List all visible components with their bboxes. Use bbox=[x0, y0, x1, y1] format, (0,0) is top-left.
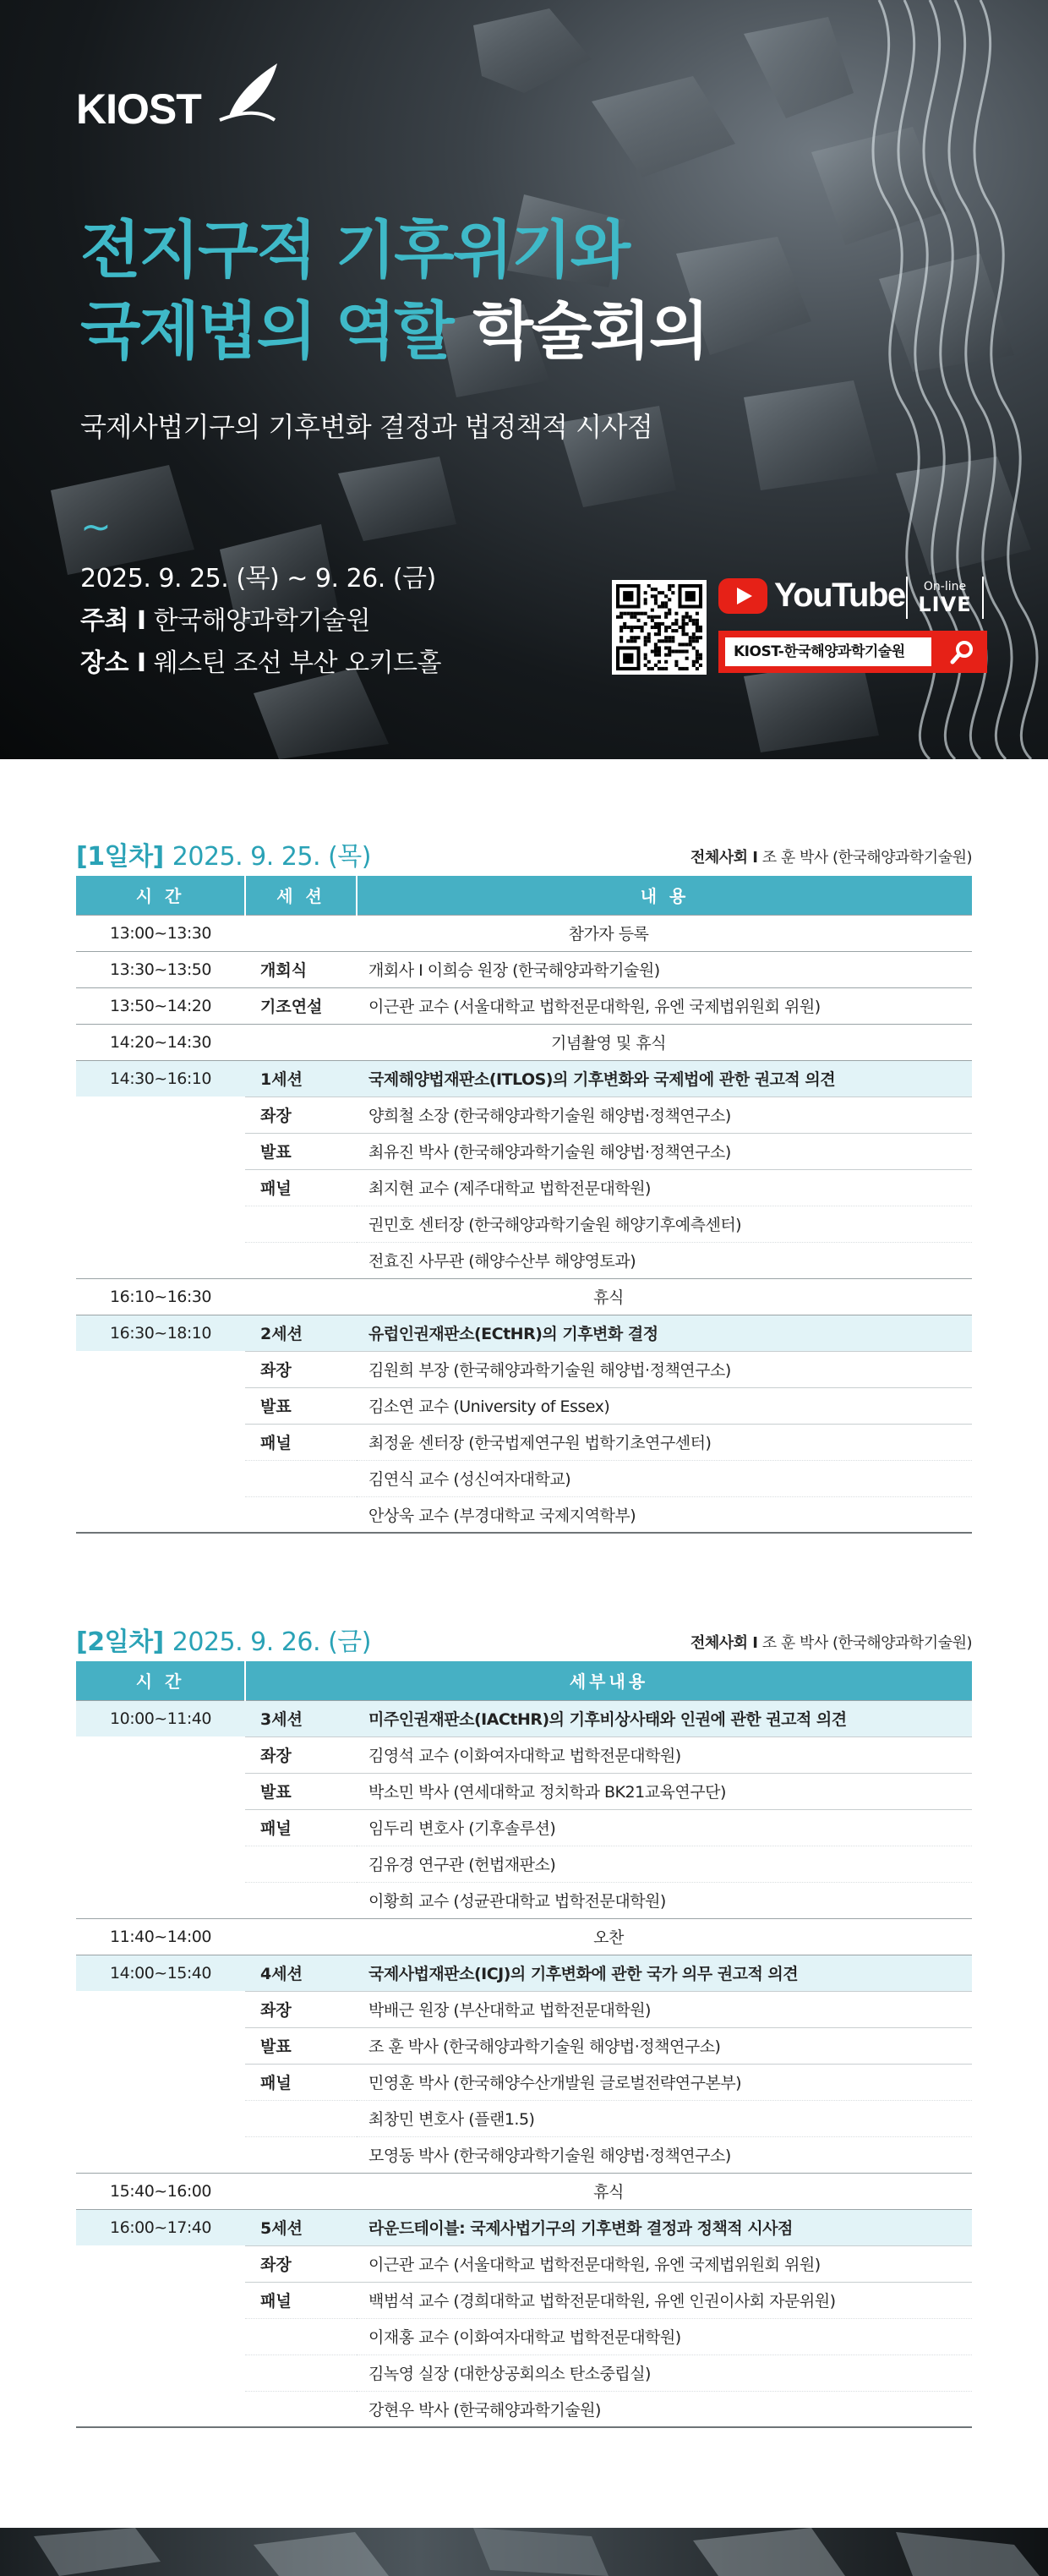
day1-schedule-table bbox=[76, 876, 972, 1534]
table-row bbox=[76, 1736, 972, 1773]
day1-section bbox=[76, 837, 972, 1534]
time-cell: 16:00~17:40 bbox=[76, 2209, 245, 2245]
host-label: 주최 I bbox=[80, 606, 146, 636]
session-label: 좌장 bbox=[260, 2256, 292, 2274]
day2-schedule-table bbox=[76, 1661, 972, 2428]
time-cell bbox=[76, 1097, 245, 1133]
table-row bbox=[76, 1460, 972, 1496]
content-cell: 김원희 부장 (한국해양과학기술원 해양법·정책연구소) bbox=[357, 1351, 972, 1387]
session-cell bbox=[245, 2064, 357, 2100]
day1-label: [1일차] bbox=[76, 842, 164, 872]
time-cell: 14:00~15:40 bbox=[76, 1955, 245, 1991]
time-cell bbox=[76, 1736, 245, 1773]
table-row bbox=[76, 2100, 972, 2136]
header-details: 세부내용 bbox=[245, 1661, 972, 1700]
time-cell bbox=[76, 2318, 245, 2354]
table-row bbox=[76, 2354, 972, 2391]
session-label: 좌장 bbox=[260, 2001, 292, 2020]
session-cell bbox=[245, 1460, 357, 1496]
table-header-row bbox=[76, 876, 972, 915]
content-cell: 박배근 원장 (부산대학교 법학전문대학원) bbox=[357, 1991, 972, 2027]
search-icon[interactable] bbox=[950, 639, 975, 665]
time-cell: 14:30~16:10 bbox=[76, 1060, 245, 1097]
table-row bbox=[76, 1024, 972, 1060]
table-row bbox=[76, 1882, 972, 1918]
moderator-label: 전체사회 I bbox=[690, 849, 758, 867]
table-row bbox=[76, 2209, 972, 2245]
time-cell bbox=[76, 2354, 245, 2391]
session-cell bbox=[245, 1496, 357, 1533]
day2-table-body bbox=[76, 1700, 972, 2427]
header-content: 내 용 bbox=[357, 876, 972, 915]
session-label: 좌장 bbox=[260, 1361, 292, 1380]
session-cell bbox=[245, 1846, 357, 1882]
table-row bbox=[76, 1918, 972, 1955]
session-cell bbox=[245, 1169, 357, 1206]
content-cell: 최지현 교수 (제주대학교 법학전문대학원) bbox=[357, 1169, 972, 1206]
content-cell: 국제해양법재판소(ITLOS)의 기후변화와 국제법에 관한 권고적 의견 bbox=[357, 1060, 972, 1097]
session-cell bbox=[245, 1315, 357, 1351]
content-cell: 임두리 변호사 (기후솔루션) bbox=[357, 1809, 972, 1846]
content-cell: 최정윤 센터장 (한국법제연구원 법학기초연구센터) bbox=[357, 1424, 972, 1460]
table-row bbox=[76, 1700, 972, 1736]
session-cell bbox=[245, 1387, 357, 1424]
content-cell: 국제사법재판소(ICJ)의 기후변화에 관한 국가 의무 권고적 의견 bbox=[357, 1955, 972, 1991]
online-live-badge bbox=[906, 577, 984, 619]
table-row bbox=[76, 2027, 972, 2064]
table-row bbox=[76, 1809, 972, 1846]
event-venue bbox=[80, 643, 441, 685]
youtube-live-block bbox=[718, 577, 989, 678]
content-cell: 박소민 박사 (연세대학교 정치학과 BK21교육연구단) bbox=[357, 1773, 972, 1809]
content-cell: 조 훈 박사 (한국해양과학기술원 해양법·정책연구소) bbox=[357, 2027, 972, 2064]
time-cell: 16:10~16:30 bbox=[76, 1278, 245, 1315]
content-cell: 이근관 교수 (서울대학교 법학전문대학원, 유엔 국제법위원회 위원) bbox=[357, 2245, 972, 2282]
session-cell bbox=[245, 2209, 357, 2245]
time-cell bbox=[76, 1169, 245, 1206]
moderator-value: 조 훈 박사 (한국해양과학기술원) bbox=[761, 1634, 972, 1652]
time-cell bbox=[76, 1846, 245, 1882]
time-cell bbox=[76, 1206, 245, 1242]
table-row bbox=[76, 1496, 972, 1533]
content-cell: 김녹영 실장 (대한상공회의소 탄소중립실) bbox=[357, 2354, 972, 2391]
session-cell bbox=[245, 987, 357, 1024]
venue-value: 웨스틴 조선 부산 오키드홀 bbox=[153, 648, 442, 678]
table-row bbox=[76, 1169, 972, 1206]
table-row bbox=[76, 987, 972, 1024]
table-row bbox=[76, 1097, 972, 1133]
session-cell bbox=[245, 1882, 357, 1918]
day1-header bbox=[76, 837, 972, 876]
session-cell bbox=[245, 951, 357, 987]
day1-moderator bbox=[690, 845, 972, 867]
page-title bbox=[80, 210, 707, 372]
table-row bbox=[76, 1991, 972, 2027]
logo-text: KIOST bbox=[76, 85, 201, 133]
session-cell bbox=[245, 1097, 357, 1133]
time-cell: 16:30~18:10 bbox=[76, 1315, 245, 1351]
leaf-icon bbox=[211, 59, 279, 127]
youtube-wordmark: YouTube bbox=[774, 577, 905, 614]
day2-date: 2025. 9. 26. (금) bbox=[172, 1627, 371, 1657]
live-bottom: LIVE bbox=[918, 593, 972, 616]
time-cell bbox=[76, 1496, 245, 1533]
search-text: KIOST-한국해양과학기술원 bbox=[725, 637, 931, 666]
session-label: 좌장 bbox=[260, 1747, 292, 1765]
footer-texture bbox=[0, 2528, 1048, 2576]
time-cell bbox=[76, 1424, 245, 1460]
qr-code-icon bbox=[616, 584, 702, 670]
session-cell bbox=[245, 2136, 357, 2173]
day2-section bbox=[76, 1622, 972, 2428]
table-row bbox=[76, 2064, 972, 2100]
table-row bbox=[76, 1773, 972, 1809]
time-cell bbox=[76, 2027, 245, 2064]
table-row bbox=[76, 1133, 972, 1169]
time-cell bbox=[76, 1242, 245, 1278]
session-cell bbox=[245, 1773, 357, 1809]
subtitle: 국제사법기구의 기후변화 결정과 법정책적 시사점 bbox=[80, 411, 653, 443]
session-label: 4세션 bbox=[260, 1965, 303, 1983]
session-cell bbox=[245, 1955, 357, 1991]
session-label: 패널 bbox=[260, 1819, 292, 1838]
session-label: 패널 bbox=[260, 1179, 292, 1198]
content-cell: 전효진 사무관 (해양수산부 해양영토과) bbox=[357, 1242, 972, 1278]
qr-code[interactable] bbox=[612, 580, 707, 675]
event-date: 2025. 9. 25. (목) ~ 9. 26. (금) bbox=[80, 564, 436, 593]
time-cell bbox=[76, 1351, 245, 1387]
table-row bbox=[76, 2391, 972, 2427]
table-row bbox=[76, 2173, 972, 2209]
live-top: On-line bbox=[923, 580, 967, 593]
tilde-mark: ~ bbox=[80, 506, 112, 549]
content-cell: 강현우 박사 (한국해양과학기술원) bbox=[357, 2391, 972, 2427]
table-row bbox=[76, 915, 972, 951]
time-cell bbox=[76, 1387, 245, 1424]
session-label: 2세션 bbox=[260, 1325, 303, 1343]
day2-label: [2일차] bbox=[76, 1627, 164, 1657]
session-cell bbox=[245, 1424, 357, 1460]
content-cell: 미주인권재판소(IACtHR)의 기후비상사태와 인권에 관한 권고적 의견 bbox=[357, 1700, 972, 1736]
content-cell: 이재홍 교수 (이화여자대학교 법학전문대학원) bbox=[357, 2318, 972, 2354]
content-cell: 최유진 박사 (한국해양과학기술원 해양법·정책연구소) bbox=[357, 1133, 972, 1169]
hero-banner bbox=[0, 0, 1048, 759]
content-cell: 안상욱 교수 (부경대학교 국제지역학부) bbox=[357, 1496, 972, 1533]
table-row bbox=[76, 2282, 972, 2318]
session-cell bbox=[245, 1242, 357, 1278]
session-label: 1세션 bbox=[260, 1070, 303, 1089]
session-label: 기조연설 bbox=[260, 998, 323, 1016]
host-value: 한국해양과학기술원 bbox=[153, 606, 370, 636]
content-cell: 휴식 bbox=[245, 2173, 972, 2209]
table-row bbox=[76, 951, 972, 987]
content-cell: 최창민 변호사 (플랜1.5) bbox=[357, 2100, 972, 2136]
title-white: 학술회의 bbox=[472, 295, 708, 368]
table-row bbox=[76, 2245, 972, 2282]
content-cell: 김유경 연구관 (헌법재판소) bbox=[357, 1846, 972, 1882]
event-host bbox=[80, 600, 441, 643]
content-cell: 이황희 교수 (성균관대학교 법학전문대학원) bbox=[357, 1882, 972, 1918]
header-time: 시 간 bbox=[76, 1661, 245, 1700]
session-cell bbox=[245, 1060, 357, 1097]
day2-moderator bbox=[690, 1631, 972, 1653]
table-row bbox=[76, 1242, 972, 1278]
day1-title bbox=[76, 835, 371, 872]
time-cell: 13:00~13:30 bbox=[76, 915, 245, 951]
day2-header bbox=[76, 1622, 972, 1661]
content-cell: 휴식 bbox=[245, 1278, 972, 1315]
content-cell: 김연식 교수 (성신여자대학교) bbox=[357, 1460, 972, 1496]
moderator-value: 조 훈 박사 (한국해양과학기술원) bbox=[761, 849, 972, 867]
session-cell bbox=[245, 1351, 357, 1387]
session-cell bbox=[245, 1991, 357, 2027]
content-cell: 유럽인권재판소(ECtHR)의 기후변화 결정 bbox=[357, 1315, 972, 1351]
session-cell bbox=[245, 1700, 357, 1736]
table-row bbox=[76, 2318, 972, 2354]
content-cell: 김영석 교수 (이화여자대학교 법학전문대학원) bbox=[357, 1736, 972, 1773]
time-cell bbox=[76, 2136, 245, 2173]
youtube-play-icon bbox=[718, 578, 767, 614]
table-row bbox=[76, 1351, 972, 1387]
time-cell bbox=[76, 1460, 245, 1496]
session-cell bbox=[245, 1206, 357, 1242]
session-label: 3세션 bbox=[260, 1710, 303, 1729]
time-cell: 10:00~11:40 bbox=[76, 1700, 245, 1736]
session-cell bbox=[245, 1736, 357, 1773]
session-label: 패널 bbox=[260, 2292, 292, 2311]
time-cell bbox=[76, 2245, 245, 2282]
table-row bbox=[76, 1206, 972, 1242]
table-header-row bbox=[76, 1661, 972, 1700]
day1-table-body bbox=[76, 915, 972, 1533]
content-cell: 모영동 박사 (한국해양과학기술원 해양법·정책연구소) bbox=[357, 2136, 972, 2173]
content-cell: 백범석 교수 (경희대학교 법학전문대학원, 유엔 인권이사회 자문위원) bbox=[357, 2282, 972, 2318]
venue-label: 장소 I bbox=[80, 648, 146, 678]
session-label: 발표 bbox=[260, 2037, 292, 2056]
moderator-label: 전체사회 I bbox=[690, 1634, 758, 1652]
content-cell: 권민호 센터장 (한국해양과학기술원 해양기후예측센터) bbox=[357, 1206, 972, 1242]
session-cell bbox=[245, 2391, 357, 2427]
time-cell bbox=[76, 1882, 245, 1918]
day1-date: 2025. 9. 25. (목) bbox=[172, 842, 371, 872]
session-label: 발표 bbox=[260, 1397, 292, 1416]
content-cell: 라운드테이블: 국제사법기구의 기후변화 결정과 정책적 시사점 bbox=[357, 2209, 972, 2245]
table-row bbox=[76, 2136, 972, 2173]
time-cell: 13:50~14:20 bbox=[76, 987, 245, 1024]
time-cell: 15:40~16:00 bbox=[76, 2173, 245, 2209]
time-cell bbox=[76, 2391, 245, 2427]
table-row bbox=[76, 1315, 972, 1351]
content-cell: 김소연 교수 (University of Essex) bbox=[357, 1387, 972, 1424]
youtube-search-bar[interactable] bbox=[718, 631, 987, 673]
table-row bbox=[76, 1387, 972, 1424]
table-row bbox=[76, 1278, 972, 1315]
session-cell bbox=[245, 1133, 357, 1169]
header-session: 세 션 bbox=[245, 876, 357, 915]
table-row bbox=[76, 1060, 972, 1097]
session-label: 패널 bbox=[260, 1434, 292, 1452]
session-label: 5세션 bbox=[260, 2219, 303, 2238]
time-cell bbox=[76, 2064, 245, 2100]
time-cell: 14:20~14:30 bbox=[76, 1024, 245, 1060]
table-row bbox=[76, 1955, 972, 1991]
time-cell bbox=[76, 1773, 245, 1809]
content-cell: 기념촬영 및 휴식 bbox=[245, 1024, 972, 1060]
time-cell bbox=[76, 1991, 245, 2027]
content-cell: 양희철 소장 (한국해양과학기술원 해양법·정책연구소) bbox=[357, 1097, 972, 1133]
table-row bbox=[76, 1424, 972, 1460]
title-line-2 bbox=[80, 291, 707, 372]
time-cell: 13:30~13:50 bbox=[76, 951, 245, 987]
time-cell bbox=[76, 2282, 245, 2318]
content-cell: 참가자 등록 bbox=[245, 915, 972, 951]
session-cell bbox=[245, 1809, 357, 1846]
session-cell bbox=[245, 2282, 357, 2318]
table-row bbox=[76, 1846, 972, 1882]
content-cell: 이근관 교수 (서울대학교 법학전문대학원, 유엔 국제법위원회 위원) bbox=[357, 987, 972, 1024]
session-cell bbox=[245, 2027, 357, 2064]
time-cell bbox=[76, 1133, 245, 1169]
content-cell: 오찬 bbox=[245, 1918, 972, 1955]
title-line-1: 전지구적 기후위기와 bbox=[80, 214, 630, 287]
event-info bbox=[80, 558, 441, 685]
session-label: 발표 bbox=[260, 1783, 292, 1802]
title-accent: 국제법의 역할 bbox=[80, 295, 453, 368]
session-cell bbox=[245, 2100, 357, 2136]
session-label: 개회식 bbox=[260, 961, 308, 980]
time-cell bbox=[76, 2100, 245, 2136]
session-cell bbox=[245, 2354, 357, 2391]
header-time: 시 간 bbox=[76, 876, 245, 915]
session-cell bbox=[245, 2245, 357, 2282]
time-cell: 11:40~14:00 bbox=[76, 1918, 245, 1955]
content-cell: 민영훈 박사 (한국해양수산개발원 글로벌전략연구본부) bbox=[357, 2064, 972, 2100]
session-label: 좌장 bbox=[260, 1107, 292, 1125]
kiost-logo bbox=[76, 59, 279, 135]
content-cell: 개회사 I 이희승 원장 (한국해양과학기술원) bbox=[357, 951, 972, 987]
session-label: 패널 bbox=[260, 2074, 292, 2092]
day2-title bbox=[76, 1621, 371, 1658]
time-cell bbox=[76, 1809, 245, 1846]
footer-ice-strip bbox=[0, 2528, 1048, 2576]
session-label: 발표 bbox=[260, 1143, 292, 1162]
session-cell bbox=[245, 2318, 357, 2354]
